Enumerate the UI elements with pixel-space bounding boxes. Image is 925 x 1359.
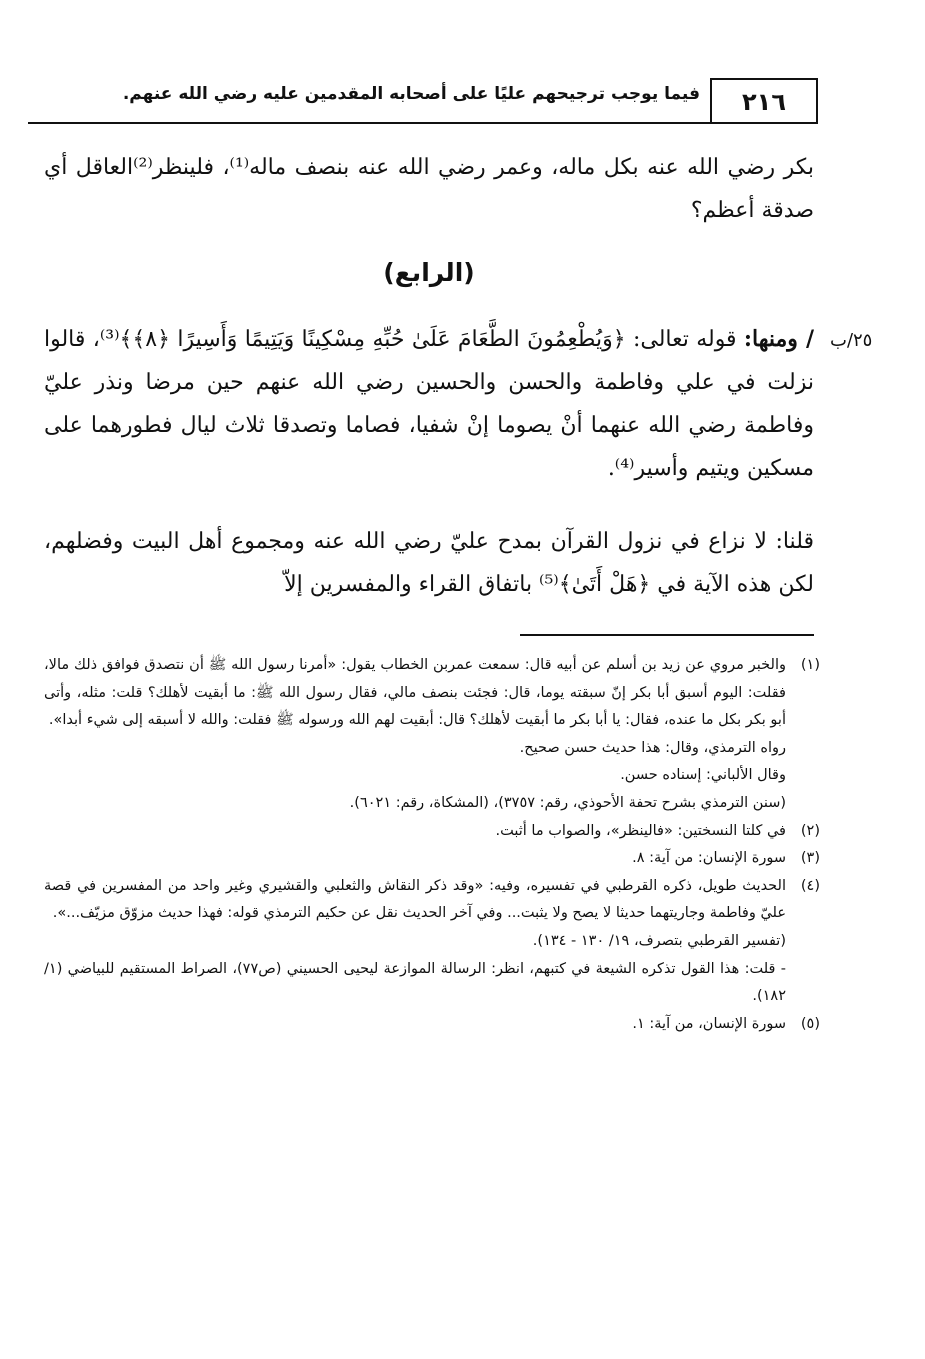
footnote-text: سورة الإنسان، من آية: ١. bbox=[632, 1015, 786, 1032]
footnote-4-line: (تفسير القرطبي بتصرف، ١٩/ ١٣٠ - ١٣٤). bbox=[532, 932, 786, 949]
paragraph-2 bbox=[44, 318, 814, 490]
section-title: (الرابع) bbox=[383, 258, 475, 287]
margin-folio-reference: ٢٥/ب bbox=[830, 330, 873, 351]
footnotes bbox=[44, 652, 820, 1038]
paragraph-1: بكر رضي الله عنه بكل ماله، وعمر رضي الله عنه بنصف ماله⁽¹⁾، فلينظر⁽²⁾العاقل أي صدقة أعظم؟ bbox=[44, 155, 814, 223]
footnote-3 bbox=[44, 845, 820, 873]
page-header bbox=[28, 78, 818, 124]
footnote-1-line: رواه الترمذي، وقال: هذا حديث حسن صحيح. bbox=[519, 739, 786, 756]
page-number: ٢١٦ bbox=[710, 78, 818, 124]
footnote-4 bbox=[44, 873, 820, 928]
footnote-number: (٣) bbox=[800, 850, 820, 867]
footnote-1-line: وقال الألباني: إسناده حسن. bbox=[620, 767, 786, 784]
footnote-number: (١) bbox=[800, 657, 820, 673]
footnote-number: (٤) bbox=[800, 877, 820, 894]
footnote-text: والخبر مروي عن زيد بن أسلم عن أبيه قال: سمعت عمربن الخطاب يقول: «أمرنا رسول الله ﷺ أن نتصدق فوافق ذلك مالا، فقلت: اليوم أسبق أبا بكر إنّ سبقته يوما، قال: فجئت بنصف مالي، فقال رسول الله ﷺ: ما أبقيت لأهلك؟ قلت: مثله، وأتى أبو بكر بكل ما عنده، فقال: يا أبا بكر ما أبقيت لأهلك؟ قال: أبقيت لهم الله ورسوله ﷺ فقلت: والله لا أسبقه إلى شيء أبدا». bbox=[44, 657, 786, 729]
footnote-number: (٢) bbox=[800, 822, 820, 839]
running-title: فيما يوجب ترجيحهم عليًا على أصحابه المقدمين عليه رضي الله عنهم. bbox=[122, 84, 700, 104]
footnote-text: في كلتا النسختين: «فالينظر»، والصواب ما أثبت. bbox=[495, 822, 786, 839]
footnote-text: سورة الإنسان: من آية: ٨. bbox=[632, 850, 786, 867]
footnote-text: الحديث طويل، ذكره القرطبي في تفسيره، وفيه: «وقد ذكر النقاش والثعلبي والقشيري وغير واحد من المفسرين في قصة عليّ وفاطمة وجاريتهما حديثا لا يصح ولا يثبت... وفي آخر الحديث نقل عن حكيم الترمذي قوله: فهذا حديث مزوّق مزيّف...». bbox=[44, 877, 786, 922]
footnote-divider bbox=[520, 634, 814, 636]
footnote-4-line: - قلت: هذا القول تذكره الشيعة في كتبهم، انظر: الرسالة الموازعة ليحيى الحسيني (ص٧٧)، الصراط المستقيم للبياضي (١/ ١٨٢). bbox=[44, 960, 786, 1005]
footnote-5 bbox=[44, 1011, 820, 1039]
paragraph-3: قلنا: لا نزاع في نزول القرآن بمدح عليّ رضي الله عنه ومجموع أهل البيت وفضلهم، لكن هذه الآية في ﴿هَلْ أَتَىٰ﴾⁽⁵⁾ باتفاق القراء والمفسرين إلاّ bbox=[44, 529, 814, 597]
footnote-1-line: (سنن الترمذي بشرح تحفة الأحوذي، رقم: ٣٧٥٧)، (المشكاة، رقم: ٦٠٢١). bbox=[349, 794, 786, 811]
footnote-1 bbox=[44, 652, 820, 735]
paragraph-2-text: قوله تعالى: ﴿وَيُطْعِمُونَ الطَّعَامَ عَلَىٰ حُبِّهِ مِسْكِينًا وَيَتِيمًا وَأَسِيرًا ﴿٨﴾﴾⁽³⁾، قالوا نزلت في علي وفاطمة والحسن والحسين رضي الله عنهم حين مرضا ونذر عليّ وفاطمة رضي الله عنهما أنْ يصوما إنْ شفيا، فصاما وتصدقا ثلاث ليال فطورهما على مسكين ويتيم وأسير⁽⁴⁾. bbox=[44, 327, 814, 481]
paragraph-2-lead: / ومنها: bbox=[743, 326, 814, 352]
footnote-number: (٥) bbox=[800, 1015, 820, 1032]
footnote-2 bbox=[44, 818, 820, 846]
